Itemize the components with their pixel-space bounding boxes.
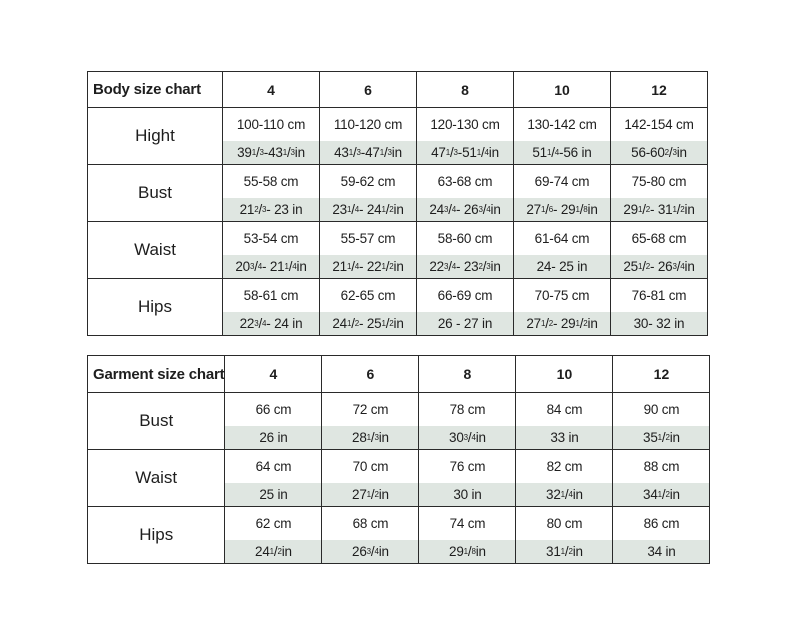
cm-value: 58-61 cm (243, 288, 299, 303)
cm-value: 86 cm (643, 516, 680, 531)
cm-value: 90 cm (643, 402, 680, 417)
size-value-cell (417, 165, 514, 222)
measurement-row-hight (88, 108, 708, 165)
row-label: Hips (88, 507, 225, 564)
cm-value: 78 cm (449, 402, 486, 417)
size-value-cell (223, 108, 320, 165)
size-value-cell (322, 507, 419, 564)
size-4-header: 4 (223, 72, 320, 108)
cm-value: 120-130 cm (430, 117, 500, 132)
size-value-cell (514, 279, 611, 336)
cm-value: 59-62 cm (340, 174, 396, 189)
row-label: Waist (88, 450, 225, 507)
size-value-cell (322, 450, 419, 507)
inch-value: 22 3 / 4 - 24 in (223, 312, 319, 335)
cm-value: 66 cm (255, 402, 292, 417)
row-label: Hips (88, 279, 223, 336)
cm-value: 63-68 cm (437, 174, 493, 189)
size-value-cell (320, 165, 417, 222)
size-6-header: 6 (322, 356, 419, 393)
cm-value: 76 cm (449, 459, 486, 474)
size-value-cell (417, 279, 514, 336)
body-size-chart-table (87, 71, 708, 336)
size-value-cell (225, 450, 322, 507)
inch-value: 27 1 / 6 - 29 1 / 8 in (514, 198, 610, 221)
size-10-header: 10 (514, 72, 611, 108)
measurement-row-waist (88, 450, 710, 507)
inch-value: 24- 25 in (514, 255, 610, 278)
size-value-cell (516, 393, 613, 450)
cm-value: 80 cm (546, 516, 583, 531)
garment-size-rows (88, 393, 710, 564)
cm-value: 64 cm (255, 459, 292, 474)
inch-value: 24 1 / 2 in (225, 540, 321, 563)
inch-value: 23 1 / 4 - 24 1 / 2 in (320, 198, 416, 221)
size-value-cell (223, 165, 320, 222)
measurement-row-bust (88, 165, 708, 222)
cm-value: 66-69 cm (437, 288, 493, 303)
size-value-cell (419, 393, 516, 450)
inch-value: 30- 32 in (611, 312, 707, 335)
inch-value: 56-60 2 / 3 in (611, 141, 707, 164)
inch-value: 43 1 / 3 -47 1 / 3 in (320, 141, 416, 164)
measurement-row-bust (88, 393, 710, 450)
size-6-header: 6 (320, 72, 417, 108)
cm-value: 62-65 cm (340, 288, 396, 303)
size-value-cell (611, 222, 708, 279)
cm-value: 62 cm (255, 516, 292, 531)
inch-value: 24 3 / 4 - 26 3 / 4 in (417, 198, 513, 221)
cm-value: 70-75 cm (534, 288, 590, 303)
cm-value: 61-64 cm (534, 231, 590, 246)
inch-value: 31 1 / 2 in (516, 540, 612, 563)
inch-value: 51 1 / 4 -56 in (514, 141, 610, 164)
cm-value: 110-120 cm (333, 117, 403, 132)
size-8-header: 8 (417, 72, 514, 108)
inch-value: 32 1 / 4 in (516, 483, 612, 506)
inch-value: 26 - 27 in (417, 312, 513, 335)
inch-value: 26 3 / 4 in (322, 540, 418, 563)
inch-value: 27 1 / 2 - 29 1 / 2 in (514, 312, 610, 335)
inch-value: 39 1 / 3 -43 1 / 3 in (223, 141, 319, 164)
cm-value: 72 cm (352, 402, 389, 417)
size-value-cell (225, 507, 322, 564)
cm-value: 82 cm (546, 459, 583, 474)
size-value-cell (320, 279, 417, 336)
size-value-cell (225, 393, 322, 450)
inch-value: 30 3 / 4 in (419, 426, 515, 449)
inch-value: 21 1 / 4 - 22 1 / 2 in (320, 255, 416, 278)
size-value-cell (613, 393, 710, 450)
garment-size-header-row (88, 356, 710, 393)
measurement-row-hips (88, 507, 710, 564)
inch-value: 27 1 / 2 in (322, 483, 418, 506)
size-8-header: 8 (419, 356, 516, 393)
inch-value: 24 1 / 2 - 25 1 / 2 in (320, 312, 416, 335)
cm-value: 130-142 cm (527, 117, 597, 132)
size-value-cell (516, 507, 613, 564)
body-size-header-row (88, 72, 708, 108)
inch-value: 20 3 / 4 - 21 1 / 4 in (223, 255, 319, 278)
cm-value: 68 cm (352, 516, 389, 531)
measurement-row-hips (88, 279, 708, 336)
cm-value: 53-54 cm (243, 231, 299, 246)
cm-value: 55-57 cm (340, 231, 396, 246)
cm-value: 100-110 cm (236, 117, 306, 132)
inch-value: 35 1 / 2 in (613, 426, 709, 449)
size-value-cell (611, 108, 708, 165)
size-value-cell (223, 222, 320, 279)
size-value-cell (514, 165, 611, 222)
cm-value: 74 cm (449, 516, 486, 531)
inch-value: 29 1 / 2 - 31 1 / 2 in (611, 198, 707, 221)
row-label: Bust (88, 165, 223, 222)
size-12-header: 12 (613, 356, 710, 393)
size-10-header: 10 (516, 356, 613, 393)
size-value-cell (611, 165, 708, 222)
cm-value: 75-80 cm (631, 174, 687, 189)
size-value-cell (611, 279, 708, 336)
size-value-cell (320, 108, 417, 165)
row-label: Bust (88, 393, 225, 450)
cm-value: 88 cm (643, 459, 680, 474)
body-size-rows (88, 108, 708, 336)
body-size-chart-title: Body size chart (88, 72, 223, 108)
size-value-cell (223, 279, 320, 336)
inch-value: 25 1 / 2 - 26 3 / 4 in (611, 255, 707, 278)
size-value-cell (322, 393, 419, 450)
inch-value: 34 in (613, 540, 709, 563)
size-value-cell (419, 507, 516, 564)
cm-value: 69-74 cm (534, 174, 590, 189)
size-value-cell (417, 108, 514, 165)
size-value-cell (417, 222, 514, 279)
cm-value: 142-154 cm (624, 117, 694, 132)
row-label: Waist (88, 222, 223, 279)
inch-value: 29 1 / 8 in (419, 540, 515, 563)
garment-size-chart-table (87, 355, 710, 564)
cm-value: 55-58 cm (243, 174, 299, 189)
size-value-cell (514, 222, 611, 279)
size-4-header: 4 (225, 356, 322, 393)
size-value-cell (516, 450, 613, 507)
inch-value: 22 3 / 4 - 23 2 / 3 in (417, 255, 513, 278)
cm-value: 76-81 cm (631, 288, 687, 303)
size-value-cell (419, 450, 516, 507)
measurement-row-waist (88, 222, 708, 279)
inch-value: 47 1 / 3 -51 1 / 4 in (417, 141, 513, 164)
row-label: Hight (88, 108, 223, 165)
size-value-cell (514, 108, 611, 165)
inch-value: 34 1 / 2 in (613, 483, 709, 506)
cm-value: 70 cm (352, 459, 389, 474)
inch-value: 33 in (516, 426, 612, 449)
inch-value: 28 1 / 3 in (322, 426, 418, 449)
inch-value: 25 in (225, 483, 321, 506)
size-value-cell (613, 507, 710, 564)
cm-value: 65-68 cm (631, 231, 687, 246)
garment-size-chart-title: Garment size chart (88, 356, 225, 393)
size-12-header: 12 (611, 72, 708, 108)
inch-value: 26 in (225, 426, 321, 449)
cm-value: 58-60 cm (437, 231, 493, 246)
inch-value: 30 in (419, 483, 515, 506)
cm-value: 84 cm (546, 402, 583, 417)
size-value-cell (320, 222, 417, 279)
size-value-cell (613, 450, 710, 507)
inch-value: 21 2 / 3 - 23 in (223, 198, 319, 221)
